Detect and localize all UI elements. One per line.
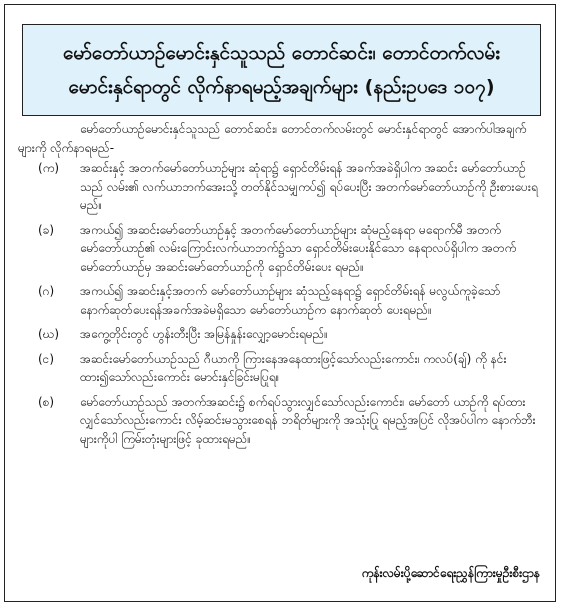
list-item (18, 325, 538, 344)
list-item (18, 221, 538, 277)
item-text: အဆင်းနှင့် အတက်မော်တော်ယာဉ်များ ဆုံရာ၌ ရှောင်တိမ်းရန် အခက်အခဲရှိပါက အဆင်း မော်တော်ယာဉ်သည် လမ်း၏ လက်ယာဘက်အေးသို့ တတ်နိုင်သမျှကပ်၍ ရပ်ပေးပြီး အတက်မော်တော်ယာဉ်ကို ဦးစားပေးရမည်။ (80, 161, 538, 212)
item-marker: (ဂ) (38, 284, 55, 298)
item-marker: (ခ) (38, 222, 55, 237)
item-text: အကယ်၍ အဆင်းမော်တော်ယာဉ်နှင့် အတက်မော်တော်ယာဉ်များ ဆုံမည့်နေရာ မရောက်မီ အတက်မော်တော်ယာဉ်၏ လမ်းကြောင်းလက်ယာဘက်၌သာ ရှောင်တိမ်းပေးနိုင်သော နေရာလပ်ရှိပါက အတက်မော်တော်ယာဉ်မှ အဆင်းမော်တော်ယာဉ်ကို ရှောင်တိမ်းပေး ရမည်။ (80, 222, 517, 274)
item-text: အကယ်၍ အဆင်းနှင့်အတက် မော်တော်ယာဉ်များ ဆုံသည့်နေရာ၌ ရှောင်တိမ်းရန် မလွယ်ကူခဲ့သော် နောက်ဆုတ်ပေးရန်အခက်အခဲမရှိသော မော်တော်ယာဉ်က နောက်ဆုတ် ပေးရမည်။ (80, 284, 501, 317)
item-text: အကွေ့တိုင်းတွင် ဟွန်းတီးပြီး အမြန်နှုန်းလျှော့မောင်းရမည်။ (80, 327, 328, 341)
title-box (22, 24, 541, 116)
list-item (18, 350, 538, 387)
notice-body (18, 120, 538, 454)
item-marker: (င) (38, 351, 55, 366)
title-line-2: မောင်းနှင်ရာတွင် လိုက်နာရမည့်အချက်များ (နည်းဥပဒေ ၁၀၇) (68, 76, 495, 98)
title-line-1: မော်တော်ယာဉ်မောင်းနှင်သူသည် တောင်ဆင်း၊ တောင်တက်လမ်း (62, 42, 501, 64)
item-marker: (ဃ) (38, 327, 60, 341)
intro-paragraph: မော်တော်ယာဉ်မောင်းနှင်သူသည် တောင်ဆင်း၊ တောင်တက်လမ်းတွင် မောင်းနှင်ရာတွင် အောက်ပါအချက်များကို လိုက်နာရမည်- (18, 122, 527, 155)
item-text: အဆင်းမော်တော်ယာဉ်သည် ဂီယာကို ကြားနေအနေထားဖြင့်သော်လည်းကောင်း၊ ကလပ်(ချ်) ကို နင်းထား၍သော်လည်းကောင်း မောင်းနှင်ခြင်းမပြုရ။ (80, 351, 507, 384)
list-item (18, 159, 538, 215)
list-item (18, 282, 538, 319)
signature-department: ကုန်းလမ်းပို့ဆောင်ရေးညွှန်ကြားမှုဦးစီးဌာန (361, 566, 540, 580)
item-marker: (က) (38, 161, 60, 175)
item-text: မော်တော်ယာဉ်သည် အတက်အဆင်း၌ စက်ရပ်သွားလျှင်သော်လည်းကောင်း၊ မော်တော် ယာဉ်ကို ရပ်ထားလျှင်သော်လည်းကောင်း လိမ့်ဆင်းမသွားစေရန် ဘရိတ်များကို အသုံးပြု ရမည့်အပြင် လိုအပ်ပါက နောက်ဘီးများကိုပါ ကြမ်းတုံးများဖြင့် ခုထားရမည်။ (80, 394, 536, 446)
item-marker: (စ) (38, 394, 55, 409)
list-item (18, 393, 538, 449)
